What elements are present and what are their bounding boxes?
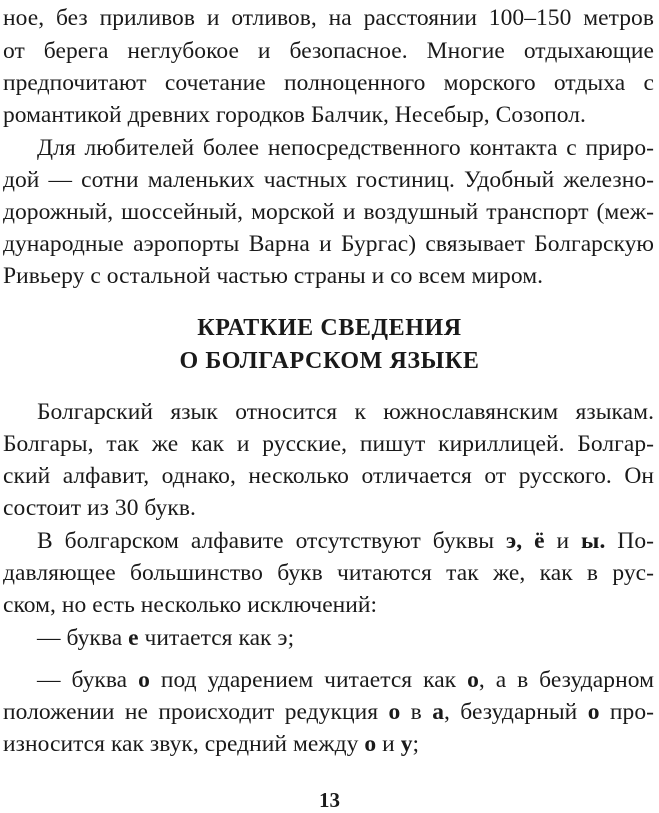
paragraph-4-line-1-text-a: В болгарском алфавите отсутствуют буквы bbox=[37, 528, 507, 554]
list-item-2-line-3-text-c: ; bbox=[412, 731, 420, 757]
page-number: 13 bbox=[319, 788, 340, 812]
list-item-2-line-3 bbox=[3, 729, 654, 759]
letter-o-2: о bbox=[467, 667, 479, 693]
paragraph-2-line-1: Для любителей более непосредственного контакта с приро- bbox=[37, 135, 654, 161]
paragraph-1-line-2: от берега неглубокое и безопасное. Многие отдыхающие bbox=[3, 38, 654, 64]
paragraph-4-line-1 bbox=[37, 526, 654, 556]
paragraph-3-line-1: Болгарский язык относится к южнославянским языкам. bbox=[37, 399, 654, 425]
list-item-2-line-1 bbox=[37, 665, 654, 695]
paragraph-4-line-1-text-c: По- bbox=[605, 528, 654, 554]
list-item-2-line-2-text-d: про- bbox=[599, 699, 655, 725]
paragraph-2-line-3: дорожный, шоссейный, морской и воздушный транспорт (меж- bbox=[3, 199, 654, 225]
letter-o-5: о bbox=[364, 731, 377, 757]
list-item-1-text-a: — буква bbox=[37, 625, 129, 651]
letter-u: у bbox=[400, 731, 413, 757]
letter-y: ы. bbox=[581, 528, 606, 554]
list-item-2-line-1-text-a: — буква bbox=[37, 667, 139, 693]
section-heading-line-1: КРАТКИЕ СВЕДЕНИЯ bbox=[197, 315, 462, 341]
section-heading-line-2: О БОЛГАРСКОМ ЯЗЫКЕ bbox=[179, 348, 480, 374]
list-item-2-line-2-text-b: в bbox=[400, 699, 433, 725]
letter-o-1: о bbox=[138, 667, 150, 693]
letter-o-4: о bbox=[587, 699, 600, 725]
paragraph-2-line-4: дународные аэропорты Варна и Бургас) связывает Болгарскую bbox=[3, 231, 654, 257]
paragraph-1-line-1: ное, без приливов и отливов, на расстоянии 100–150 метров bbox=[3, 5, 654, 31]
paragraph-4-line-1-text-b: и bbox=[544, 528, 582, 554]
paragraph-2-line-5: Ривьеру с остальной частью страны и со всем миром. bbox=[3, 263, 544, 289]
paragraph-1-line-4: романтикой древних городков Балчик, Несебыр, Созопол. bbox=[3, 102, 586, 128]
paragraph-4-line-3: ском, но есть несколько исключений: bbox=[3, 592, 378, 618]
list-item-2-line-3-text-a: износится как звук, средний между bbox=[3, 731, 365, 757]
list-item-2-line-3-text-b: и bbox=[376, 731, 401, 757]
paragraph-3-line-4: состоит из 30 букв. bbox=[3, 495, 196, 521]
list-item-2-line-2-text-a: положении не происходит редукция bbox=[3, 699, 389, 725]
list-item-2-line-2 bbox=[3, 697, 654, 727]
paragraph-2-line-2: дой — сотни маленьких частных гостиниц. Удобный железно- bbox=[3, 167, 654, 193]
list-item-1 bbox=[37, 623, 654, 653]
letter-a: а bbox=[432, 699, 444, 725]
list-item-1-text-b: читается как э; bbox=[138, 625, 295, 651]
list-item-2-line-1-text-c: , а в безударном bbox=[478, 667, 654, 693]
paragraph-3-line-3: ский алфавит, однако, несколько отличается от русского. Он bbox=[3, 463, 654, 489]
paragraph-1-line-3: предпочитают сочетание полноценного морского отдыха с bbox=[3, 70, 654, 96]
paragraph-3-line-2: Болгары, так же как и русские, пишут кириллицей. Болгар- bbox=[3, 431, 654, 457]
letters-e-yo: э, ё bbox=[506, 528, 545, 554]
list-item-2-line-2-text-c: , безударный bbox=[444, 699, 588, 725]
letter-e: е bbox=[128, 625, 139, 651]
paragraph-4-line-2: давляющее большинство букв читаются так же, как в рус- bbox=[3, 560, 654, 586]
letter-o-3: о bbox=[388, 699, 401, 725]
list-item-2-line-1-text-b: под ударением читается как bbox=[149, 667, 468, 693]
